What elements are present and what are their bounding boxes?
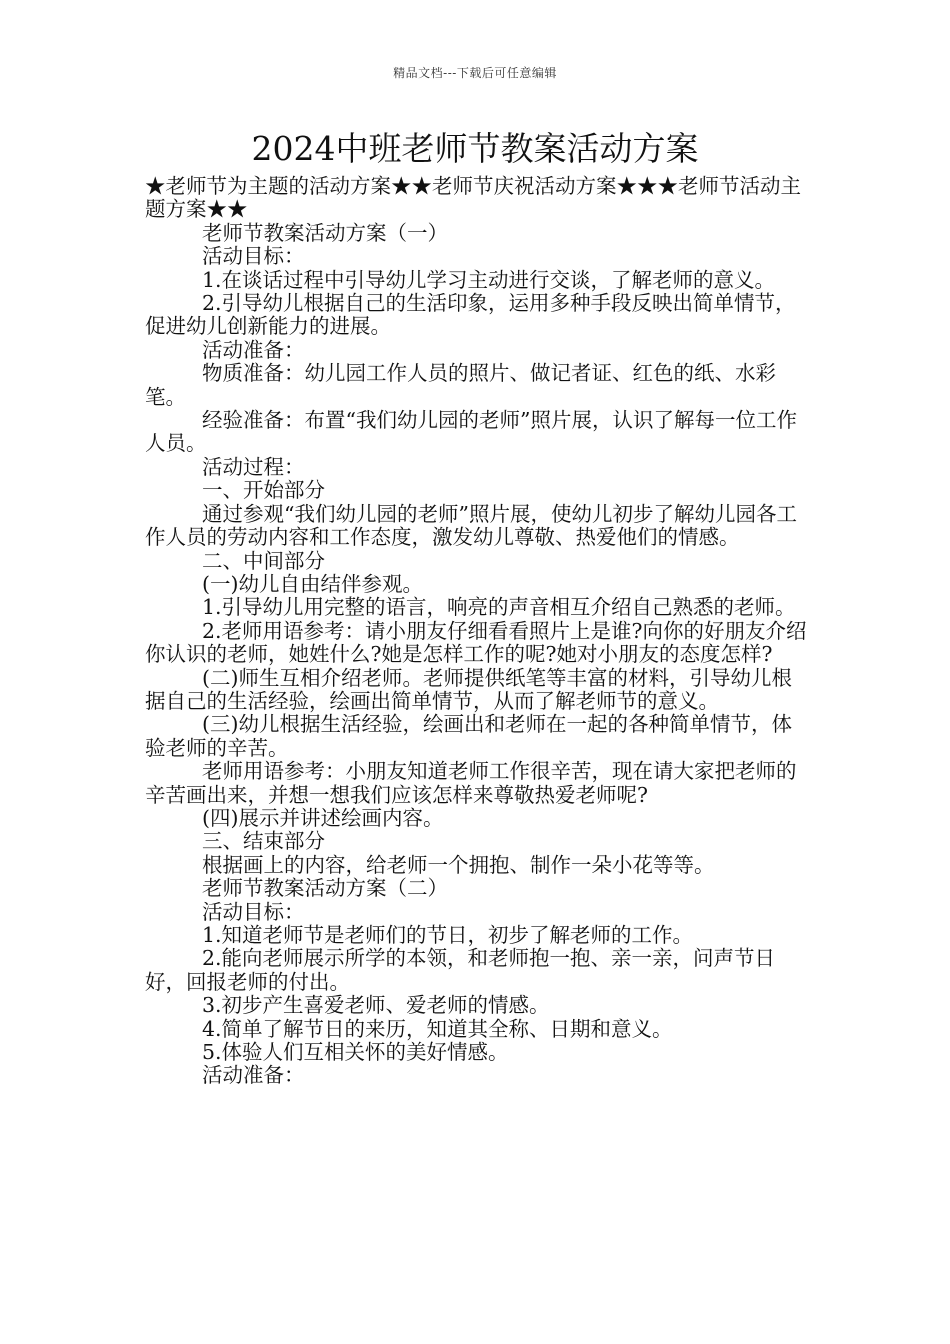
body-paragraph: 2.老师用语参考：请小朋友仔细看看照片上是谁?向你的好朋友介绍你认识的老师，她姓什么?她是怎样工作的呢?她对小朋友的态度怎样?	[145, 618, 807, 667]
body-paragraph: (一)幼儿自由结伴参观。	[202, 571, 423, 596]
body-paragraph: 活动目标：	[202, 244, 305, 269]
body-paragraph: 通过参观“我们幼儿园的老师”照片展，使幼儿初步了解幼儿园各工作人员的劳动内容和工作态度，激发幼儿尊敬、热爱他们的情感。	[145, 501, 797, 550]
body-paragraph: 2.引导幼儿根据自己的生活印象，运用多种手段反映出简单情节，促进幼儿创新能力的进展。	[145, 291, 796, 339]
body-paragraph: 物质准备：幼儿园工作人员的照片、做记者证、红色的纸、水彩笔。	[145, 361, 776, 409]
body-paragraph: 三、结束部分	[202, 829, 325, 854]
document-body	[145, 175, 810, 1088]
body-paragraph: ★老师节为主题的活动方案★★老师节庆祝活动方案★★★老师节活动主题方案★★	[145, 174, 801, 222]
body-paragraph: 一、开始部分	[202, 478, 325, 503]
body-paragraph: 二、中间部分	[202, 548, 325, 573]
body-paragraph: 4.简单了解节日的来历，知道其全称、日期和意义。	[202, 1016, 673, 1041]
body-paragraph: 5.体验人们互相关怀的美好情感。	[202, 1040, 509, 1065]
body-paragraph: 老师用语参考：小朋友知道老师工作很辛苦，现在请大家把老师的辛苦画出来，并想一想我们应该怎样来尊敬热爱老师呢?	[145, 759, 797, 807]
body-paragraph: 1.知道老师节是老师们的节日，初步了解老师的工作。	[202, 923, 694, 947]
body-paragraph: 活动目标：	[202, 899, 305, 924]
body-paragraph: 根据画上的内容，给老师一个拥抱、制作一朵小花等等。	[202, 852, 715, 877]
body-paragraph: 老师节教案活动方案（一）	[202, 220, 448, 245]
body-paragraph: 活动准备：	[202, 337, 305, 362]
document-title: 2024中班老师节教案活动方案	[251, 129, 699, 168]
body-paragraph: 活动准备：	[202, 1063, 305, 1088]
body-paragraph: (二)师生互相介绍老师。老师提供纸笔等丰富的材料，引导幼儿根据自己的生活经验，绘画出简单情节，从而了解老师节的意义。	[145, 665, 792, 713]
page-header: 精品文档---下载后可任意编辑	[393, 66, 557, 80]
body-paragraph: (四)展示并讲述绘画内容。	[202, 805, 444, 830]
body-paragraph: 经验准备：布置“我们幼儿园的老师”照片展，认识了解每一位工作人员。	[145, 408, 797, 456]
body-paragraph: 1.引导幼儿用完整的语言，响亮的声音相互介绍自己熟悉的老师。	[202, 595, 796, 620]
body-paragraph: (三)幼儿根据生活经验，绘画出和老师在一起的各种简单情节，体验老师的辛苦。	[145, 712, 792, 760]
body-paragraph: 2.能向老师展示所学的本领，和老师抱一抱、亲一亲，问声节日好，回报老师的付出。	[145, 946, 776, 994]
body-paragraph: 3.初步产生喜爱老师、爱老师的情感。	[202, 993, 550, 1018]
body-paragraph: 活动过程：	[202, 454, 305, 479]
body-paragraph: 老师节教案活动方案（二）	[202, 876, 448, 901]
body-paragraph: 1.在谈话过程中引导幼儿学习主动进行交谈，了解老师的意义。	[202, 267, 776, 292]
